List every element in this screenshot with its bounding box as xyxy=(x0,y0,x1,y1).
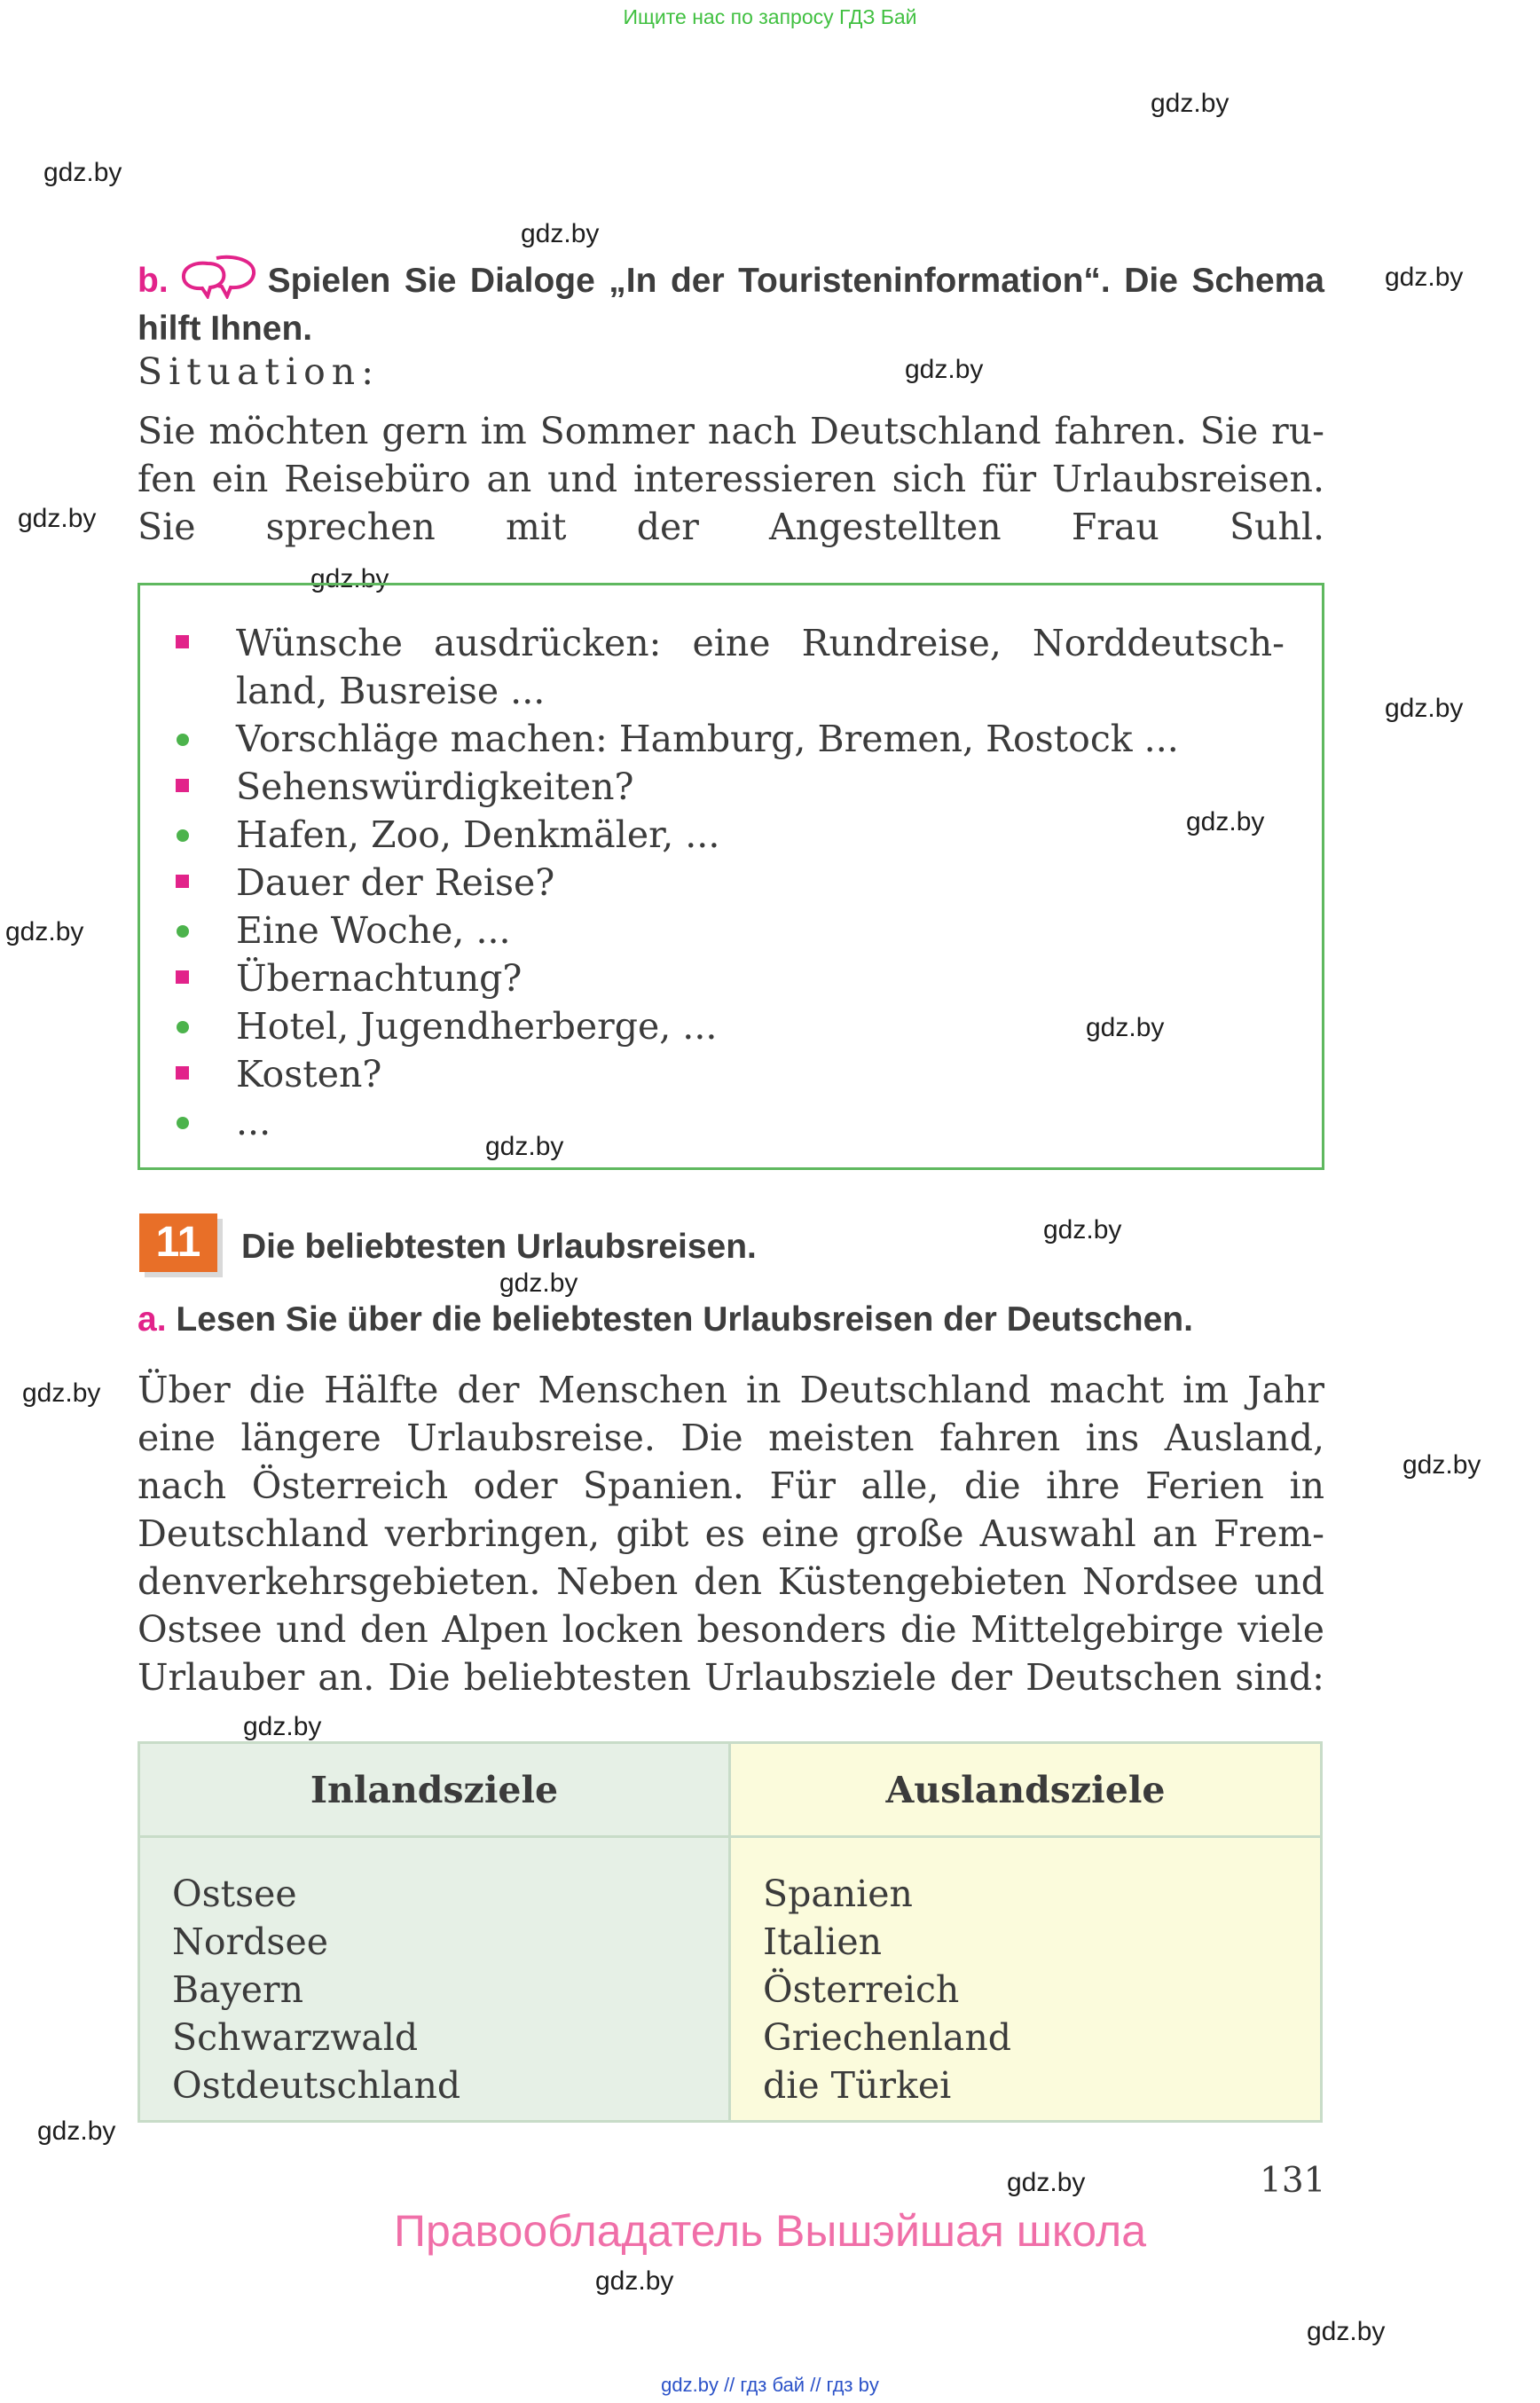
schema-item: Hafen, Zoo, Denkmäler, ... xyxy=(236,813,720,856)
paragraph-line: Über die Hälfte der Menschen in Deutschland macht im Jahr xyxy=(138,1369,1324,1411)
destination-item: Ostdeutschland xyxy=(172,2064,461,2107)
square-bullet-icon xyxy=(176,1066,189,1080)
watermark: gdz.by xyxy=(5,917,84,946)
watermark: gdz.by xyxy=(905,355,984,384)
watermark: gdz.by xyxy=(1086,1013,1165,1042)
page-number: 131 xyxy=(1260,2161,1326,2201)
task-a-text: Lesen Sie über die beliebtesten Urlaubsreisen der Deutschen. xyxy=(176,1300,1193,1339)
destination-item: Nordsee xyxy=(172,1920,328,1963)
dot-bullet-icon xyxy=(177,1117,189,1129)
table-cell-ausland xyxy=(731,1838,1320,2120)
watermark: gdz.by xyxy=(1385,694,1464,723)
reading-paragraph xyxy=(138,1366,1324,1701)
square-bullet-icon xyxy=(176,875,189,888)
speech-bubbles-icon xyxy=(181,255,257,309)
paragraph-line: eine längere Urlaubsreise. Die meisten fahren ins Ausland, xyxy=(138,1417,1324,1459)
paragraph-line: Ostsee und den Alpen locken besonders die Mittelgebirge viele xyxy=(138,1608,1324,1651)
watermark: gdz.by xyxy=(485,1132,564,1161)
square-bullet-icon xyxy=(176,970,189,984)
task-a-instruction xyxy=(138,1300,1193,1339)
schema-item: Übernachtung? xyxy=(236,957,522,1000)
watermark: gdz.by xyxy=(1385,263,1464,292)
paragraph-line: Urlauber an. Die beliebtesten Urlaubsziele der Deutschen sind: xyxy=(138,1656,1324,1699)
schema-item: Vorschläge machen: Hamburg, Bremen, Rostock ... xyxy=(236,718,1179,760)
task-letter-a: a. xyxy=(138,1300,167,1339)
exercise-title: Die beliebtesten Urlaubsreisen. xyxy=(241,1228,757,1266)
destinations-table xyxy=(138,1741,1323,2123)
watermark: gdz.by xyxy=(1151,89,1230,118)
watermark: gdz.by xyxy=(310,564,389,593)
schema-item: Eine Woche, ... xyxy=(236,909,511,952)
schema-item-continuation: land, Busreise ... xyxy=(236,670,546,712)
task-letter-b: b. xyxy=(138,262,169,300)
schema-item: Hotel, Jugendherberge, ... xyxy=(236,1005,718,1048)
dialogue-schema-box xyxy=(138,583,1324,1170)
watermark: gdz.by xyxy=(1402,1450,1481,1480)
situation-line: Sie möchten gern im Sommer nach Deutschland fahren. Sie ru- xyxy=(138,410,1324,452)
destination-item: Griechenland xyxy=(763,2016,1011,2059)
destination-item: die Türkei xyxy=(763,2064,952,2107)
watermark: gdz.by xyxy=(1307,2317,1386,2346)
top-banner[interactable]: Ищите нас по запросу ГДЗ Бай xyxy=(623,5,917,28)
paragraph-line: nach Österreich oder Spanien. Für alle, die ihre Ferien in xyxy=(138,1465,1324,1507)
watermark: gdz.by xyxy=(18,504,97,533)
schema-item: Sehenswürdigkeiten? xyxy=(236,766,634,808)
destination-item: Italien xyxy=(763,1920,883,1963)
destination-item: Schwarzwald xyxy=(172,2016,419,2059)
situation-line: fen ein Reisebüro an und interessieren sich für Urlaubsreisen. xyxy=(138,458,1324,500)
watermark: gdz.by xyxy=(499,1268,578,1298)
footer-links[interactable]: gdz.by // гдз бай // гдз by xyxy=(661,2374,879,2396)
schema-item: Kosten? xyxy=(236,1053,382,1095)
watermark: gdz.by xyxy=(521,219,600,248)
table-cell-inland xyxy=(140,1838,728,2120)
destination-item: Bayern xyxy=(172,1968,304,2011)
dot-bullet-icon xyxy=(177,925,189,938)
table-header-ausland: Auslandsziele xyxy=(885,1769,1166,1811)
schema-item: Wünsche ausdrücken: eine Rundreise, Norddeutsch- xyxy=(236,622,1285,664)
dot-bullet-icon xyxy=(177,1021,189,1033)
situation-text xyxy=(138,407,1324,551)
copyright-notice: Правообладатель Вышэйшая школа xyxy=(394,2206,1146,2256)
watermark: gdz.by xyxy=(37,2116,116,2146)
dot-bullet-icon xyxy=(177,734,189,746)
destination-item: Spanien xyxy=(763,1873,913,1915)
exercise-number: 11 xyxy=(139,1213,217,1272)
watermark: gdz.by xyxy=(1043,1215,1122,1245)
watermark: gdz.by xyxy=(22,1378,101,1408)
dot-bullet-icon xyxy=(177,829,189,842)
watermark: gdz.by xyxy=(1186,807,1265,836)
watermark: gdz.by xyxy=(1007,2168,1086,2197)
situation-label: Situation: xyxy=(138,350,381,393)
square-bullet-icon xyxy=(176,779,189,792)
paragraph-line: denverkehrsgebieten. Neben den Küstengebieten Nordsee und xyxy=(138,1560,1324,1603)
paragraph-line: Deutschland verbringen, gibt es eine große Auswahl an Frem- xyxy=(138,1512,1324,1555)
table-header-inland: Inlandsziele xyxy=(310,1769,559,1811)
destination-item: Österreich xyxy=(763,1968,960,2011)
watermark: gdz.by xyxy=(595,2266,674,2296)
square-bullet-icon xyxy=(176,635,189,648)
situation-line: Sie sprechen mit der Angestellten Frau Suhl. xyxy=(138,506,1324,548)
schema-item: ... xyxy=(236,1101,271,1143)
schema-item: Dauer der Reise? xyxy=(236,861,555,904)
task-b-instruction xyxy=(138,255,1324,349)
destination-item: Ostsee xyxy=(172,1873,297,1915)
watermark: gdz.by xyxy=(243,1712,322,1741)
watermark: gdz.by xyxy=(43,158,122,187)
task-b-text: Spielen Sie Dialoge „In der Touristeninformation“. Die Schema hilft Ihnen. xyxy=(138,262,1324,348)
